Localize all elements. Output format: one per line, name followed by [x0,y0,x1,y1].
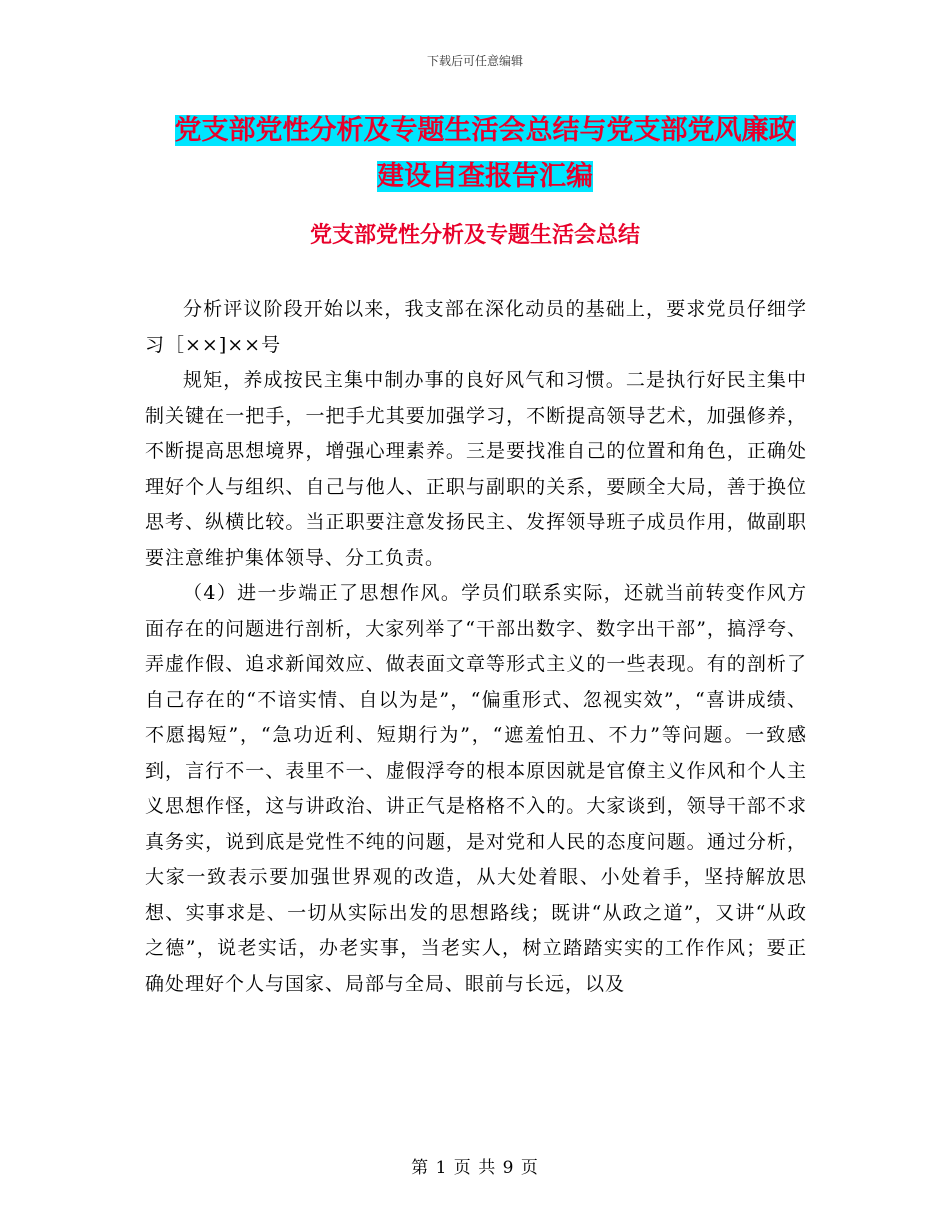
document-title-line1: 党支部党性分析及专题生活会总结与党支部党风廉政 [174,115,796,146]
section-title: 党支部党性分析及专题生活会总结 [309,223,640,248]
document-title-line2: 建设自查报告汇编 [377,161,593,192]
header-note: 下载后可任意编辑 [426,54,523,68]
document-body [145,292,807,1002]
page-number: 第 1 页 共 9 页 [411,1158,539,1178]
document-title [140,108,830,200]
paragraph: （4）进一步端正了思想作风。学员们联系实际，还就当前转变作风方面存在的问题进行剖析，大家列举了“干部出数字、数字出干部”，搞浮夸、弄虚作假、追求新闻效应、做表面文章等形式主义的一些表现。有的剖析了自己存在的“不谙实情、自以为是”，“偏重形式、忽视实效”，“喜讲成绩、不愿揭短”，“急功近利、短期行为”，“遮羞怕丑、不力”等问题。一致感到，言行不一、表里不一、虚假浮夸的根本原因就是官僚主义作风和个人主义思想作怪，这与讲政治、讲正气是格格不入的。大家谈到，领导干部不求真务实，说到底是党性不纯的问题，是对党和人民的态度问题。通过分析，大家一致表示要加强世界观的改造，从大处着眼、小处着手，坚持解放思想、实事求是、一切从实际出发的思想路线；既讲“从政之道”，又讲“从政之德”，说老实话，办老实事，当老实人，树立踏踏实实的工作作风；要正确处理好个人与国家、局部与全局、眼前与长远，以及 [145,582,807,995]
paragraph: 分析评议阶段开始以来，我支部在深化动员的基础上，要求党员仔细学习［××]××号 [145,298,807,356]
paragraph: 规矩，养成按民主集中制办事的良好风气和习惯。二是执行好民主集中制关键在一把手，一把手尤其要加强学习，不断提高领导艺术，加强修养，不断提高思想境界，增强心理素养。三是要找准自己的位置和角色，正确处理好个人与组织、自己与他人、正职与副职的关系，要顾全大局，善于换位思考、纵横比较。当正职要注意发扬民主、发挥领导班子成员作用，做副职要注意维护集体领导、分工负责。 [145,369,807,569]
